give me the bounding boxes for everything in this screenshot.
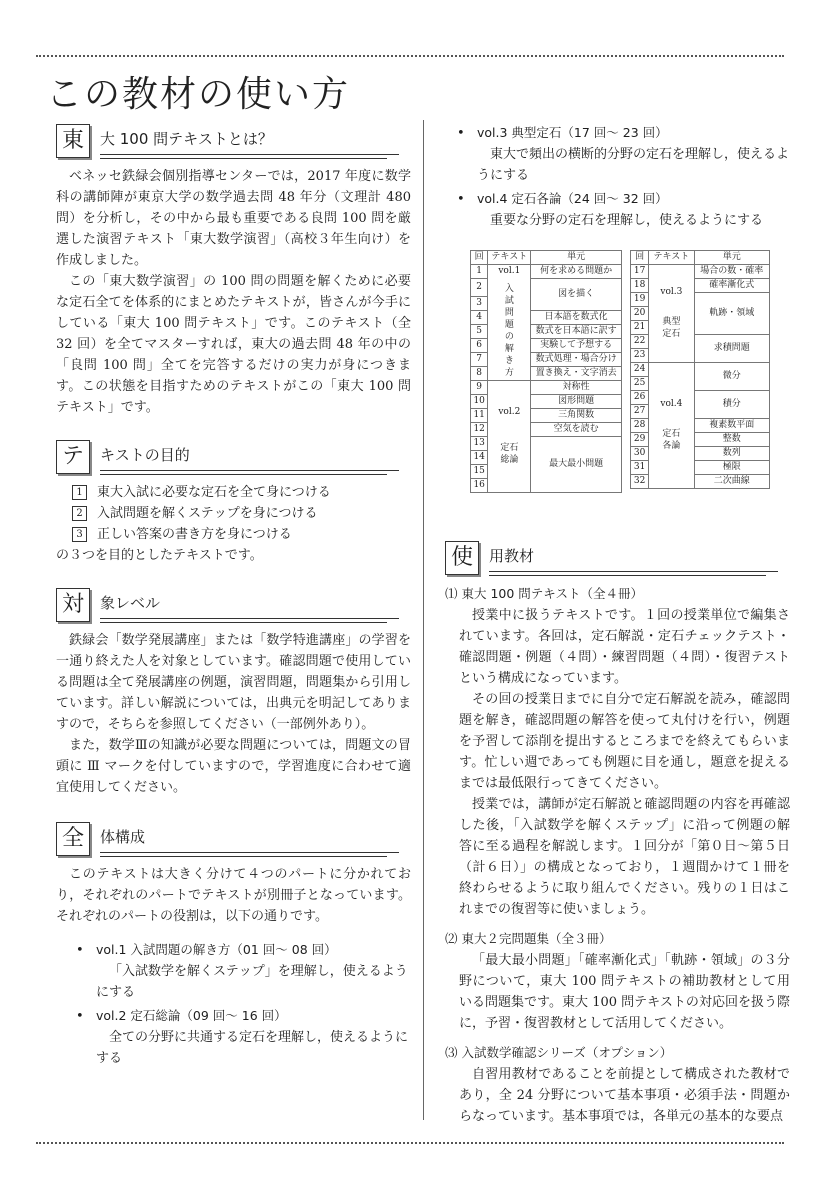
section-header-target (56, 588, 411, 622)
table-cell: 何を求める問題か (531, 265, 622, 279)
table-cell: 図形問題 (531, 395, 622, 409)
paragraph: 授業中に扱うテキストです。１回の授業単位で編集されています。各回は，定石解説・定石チェックテスト・確認問題・例題（４問）・練習問題（４問）・復習テストという構成になっています。 (459, 608, 790, 686)
part-heading: vol.3 典型定石（17 回〜 23 回） (477, 125, 668, 140)
table-cell: 数式を日本語に訳す (531, 325, 622, 339)
table-cell: 数式処理・場合分け (531, 353, 622, 367)
section-underline (100, 470, 399, 471)
section-header-structure (56, 822, 411, 856)
section-kanji-box: 全 (56, 822, 90, 856)
table-header: テキスト (649, 251, 694, 265)
vol-title: 典型定石 (662, 317, 681, 339)
table-cell: 空気を読む (531, 423, 622, 437)
table-cell: 5 (471, 325, 488, 339)
section-underline (100, 618, 399, 619)
unit-table-vol1-2 (470, 250, 622, 493)
unit-table-vol3-4 (630, 250, 770, 489)
table-cell: 整数 (694, 433, 769, 447)
table-cell: 日本語を数式化 (531, 311, 622, 325)
section-title: 大 100 問テキストとは？ (100, 130, 273, 148)
bullet-dot: • (76, 1009, 84, 1024)
table-cell: 26 (631, 391, 649, 405)
part-heading: vol.1 入試問題の解き方（01 回〜 08 回） (96, 942, 337, 957)
left-column (56, 120, 411, 1069)
number-box: 2 (72, 506, 87, 521)
table-cell (649, 363, 694, 489)
paragraph: また，数学Ⅲの知識が必要な問題については，問題文の冒頭に Ⅲ マークを付していますので，学習進度に合わせて適宜使用してください。 (56, 738, 411, 795)
table-cell: 31 (631, 461, 649, 475)
table-cell: 13 (471, 437, 488, 451)
vol-label: vol.2 (498, 407, 521, 417)
list-item (56, 503, 411, 524)
table-cell: 28 (631, 419, 649, 433)
number-box: 3 (72, 527, 87, 542)
paragraph: このテキストは大きく分けて４つのパートに分かれており，それぞれのパートでテキストが別冊子となっています。それぞれのパートの役割は，以下の通りです。 (56, 867, 411, 924)
column-divider (423, 120, 424, 1120)
table-header: 単元 (531, 251, 622, 265)
table-header: 回 (471, 251, 488, 265)
part-heading: vol.2 定石総論（09 回〜 16 回） (96, 1008, 287, 1023)
table-cell: 27 (631, 405, 649, 419)
table-cell: 極限 (694, 461, 769, 475)
paragraph: 「最大最小問題」「確率漸化式」「軌跡・領域」の３分野について，東大 100 問テキストの補助教材として用いる問題集です。東大 100 問テキストの対応回を扱う際に，予習・復習教材として活用してください。 (459, 953, 790, 1031)
table-cell: 二次曲線 (694, 475, 769, 489)
table-cell: 場合の数・確率 (694, 265, 769, 279)
table-cell: 複素数平面 (694, 419, 769, 433)
section-underline (100, 852, 399, 853)
section-title: 用教材 (489, 547, 535, 565)
section-underline (100, 158, 387, 159)
part-description: 全ての分野に共通する定石を理解し，使えるようにする (96, 1030, 409, 1066)
section-title: 体構成 (100, 828, 146, 846)
table-header: テキスト (488, 251, 531, 265)
section-underline (100, 474, 387, 475)
list-item-text: 入試問題を解くステップを身につける (97, 506, 318, 521)
part-heading: vol.4 定石各論（24 回〜 32 回） (477, 191, 668, 206)
part-description: 東大で頻出の横断的分野の定石を理解し，使えるようにする (477, 147, 790, 183)
vol-label: vol.4 (660, 399, 683, 409)
table-header: 回 (631, 251, 649, 265)
table-cell (488, 265, 531, 381)
section-underline (100, 622, 387, 623)
table-cell: 4 (471, 311, 488, 325)
list-item (445, 122, 790, 186)
table-header: 単元 (694, 251, 769, 265)
list-item-text: 正しい答案の書き方を身につける (97, 527, 292, 542)
vol-label: vol.1 (498, 266, 521, 276)
table-cell: 微分 (694, 363, 769, 391)
material-heading: ⑶ 入試数学確認シリーズ（オプション） (445, 1045, 673, 1060)
section-kanji-box: 使 (445, 541, 479, 575)
list-item (56, 482, 411, 503)
table-cell: 21 (631, 321, 649, 335)
table-cell: 10 (471, 395, 488, 409)
table-cell: 23 (631, 349, 649, 363)
table-cell: 確率漸化式 (694, 279, 769, 293)
bullet-dot: • (457, 192, 465, 207)
vol-title: 入試問題の解き方 (504, 284, 514, 378)
page-title: この教材の使い方 (46, 74, 351, 115)
table-cell: 29 (631, 433, 649, 447)
paragraph: 授業では，講師が定石解説と確認問題の内容を再確認した後，「入試数学を解くステップ」に沿って例題の解答に至る過程を解説します。１回分が「第０日〜第５日（計６日）」の構成となっており，１週間かけて１冊を終わらせるように取り組んでください。残りの１日はこれまでの復習等に使いましょう。 (459, 797, 790, 917)
section-kanji-box: 東 (56, 124, 90, 158)
bullet-dot: • (76, 943, 84, 958)
table-cell: 15 (471, 465, 488, 479)
material-heading: ⑴ 東大 100 問テキスト（全４冊） (445, 586, 644, 601)
list-item (445, 188, 790, 231)
section-title: 象レベル (100, 594, 161, 612)
table-cell: 置き換え・文字消去 (531, 367, 622, 381)
table-cell: 三角関数 (531, 409, 622, 423)
table-cell: 8 (471, 367, 488, 381)
section-underline (100, 856, 387, 857)
table-cell: 11 (471, 409, 488, 423)
paragraph: その回の授業日までに自分で定石解説を読み，確認問題を解き，確認問題の解答を使って丸付けを行い，例題を予習して添削を提出するところまでを終えてもらいます。忙しい週であっても例題に目を通し，題意を捉えるまでは最低限行ってきてください。 (459, 692, 790, 791)
table-cell: 17 (631, 265, 649, 279)
list-item (54, 1005, 411, 1069)
table-cell: 求積問題 (694, 335, 769, 363)
part-description: 「入試数学を解くステップ」を理解し，使えるようにする (96, 964, 408, 1000)
table-cell: 数列 (694, 447, 769, 461)
vol-title: 定石総論 (500, 443, 519, 465)
bottom-dotted-rule (36, 1142, 784, 1144)
section-title: キストの目的 (100, 446, 190, 464)
table-cell: 16 (471, 479, 488, 493)
table-cell: 2 (471, 279, 488, 297)
part-description: 重要な分野の定石を理解し，使えるようにする (490, 213, 764, 228)
paragraph: ベネッセ鉄緑会個別指導センターでは，2017 年度に数学科の講師陣が東京大学の数学過去問 48 年分（文理計 480 問）を分析し，その中から最も重要である良問 100 問を厳選した演習テキスト「東大数学演習」（高校３年生向け）を作成しました。 (56, 169, 411, 268)
section-header-purpose (56, 440, 411, 474)
section-header-materials (445, 541, 790, 575)
table-cell: 9 (471, 381, 488, 395)
bullet-dot: • (457, 126, 465, 141)
paragraph: の３つを目的としたテキストです。 (56, 548, 263, 563)
section-underline (489, 575, 766, 576)
table-cell: 1 (471, 265, 488, 279)
vol-label: vol.3 (660, 287, 683, 297)
paragraph: 鉄緑会「数学発展講座」または「数学特進講座」の学習を一通り終えた人を対象としています。確認問題で使用している問題は全て発展講座の例題，演習問題，問題集から引用しています。詳しい解説については，出典元を明記してありますので，そちらを参照してください（一部例外あり）。 (56, 633, 411, 732)
table-cell: 22 (631, 335, 649, 349)
table-cell: 積分 (694, 391, 769, 419)
table-cell: 14 (471, 451, 488, 465)
table-cell: 軌跡・領域 (694, 293, 769, 335)
paragraph: 自習用教材であることを前提として構成された教材であり，全 24 分野について基本事項・必須手法・問題からなっています。基本事項では，各単元の基本的な要点 (459, 1067, 790, 1124)
table-cell: 6 (471, 339, 488, 353)
table-cell: 3 (471, 297, 488, 311)
list-item (54, 939, 411, 1003)
section-header-about (56, 124, 411, 158)
vol-title: 定石各論 (662, 429, 681, 451)
table-cell: 実験して予想する (531, 339, 622, 353)
table-cell: 25 (631, 377, 649, 391)
number-box: 1 (72, 485, 87, 500)
section-kanji-box: テ (56, 440, 90, 474)
paragraph: この「東大数学演習」の 100 問の問題を解くために必要な定石全てを体系的にまとめたテキストが，皆さんが今手にしている「東大 100 問テキスト」です。このテキスト（全 32 回）を全てマスターすれば，東大の過去問 48 年の中の「良問 100 問」全てを完答するだけの実力が身につきます。この状態を目指すためのテキストがこの「東大 100 問テキスト」です。 (56, 274, 411, 415)
table-cell: 19 (631, 293, 649, 307)
table-cell: 30 (631, 447, 649, 461)
table-cell: 24 (631, 363, 649, 377)
table-cell: 最大最小問題 (531, 437, 622, 493)
table-cell: 対称性 (531, 381, 622, 395)
material-heading: ⑵ 東大２完問題集（全３冊） (445, 931, 612, 946)
table-cell: 12 (471, 423, 488, 437)
top-dotted-rule (36, 55, 784, 57)
table-cell: 7 (471, 353, 488, 367)
section-underline (489, 571, 778, 572)
table-cell: 図を描く (531, 279, 622, 311)
section-kanji-box: 対 (56, 588, 90, 622)
list-item (56, 524, 411, 545)
table-cell: 18 (631, 279, 649, 293)
table-cell (488, 381, 531, 493)
section-underline (100, 154, 399, 155)
table-cell (649, 265, 694, 363)
list-item-text: 東大入試に必要な定石を全て身につける (97, 485, 331, 500)
table-cell: 32 (631, 475, 649, 489)
table-cell: 20 (631, 307, 649, 321)
